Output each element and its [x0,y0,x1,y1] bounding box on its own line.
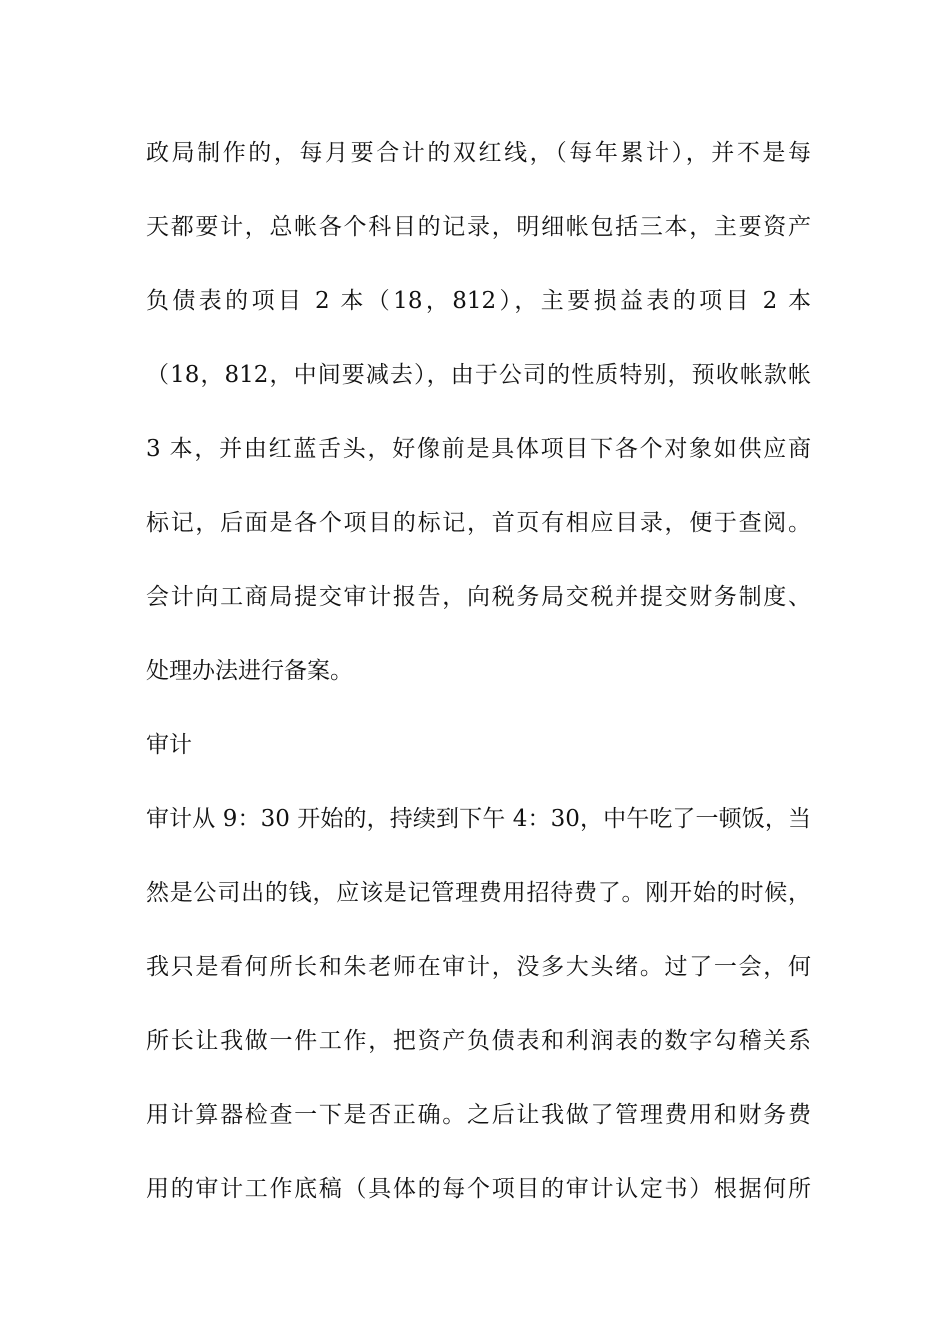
text-line: 政局制作的，每月要合计的双红线，（每年累计），并不是每 [146,140,811,166]
text-line: 我只是看何所长和朱老师在审计，没多大头绪。过了一会，何 [146,954,811,980]
text-line: 审计从 9：30 开始的，持续到下午 4：30，中午吃了一顿饭，当 [146,806,811,832]
text-line: （18，812，中间要减去），由于公司的性质特别，预收帐款帐 [146,362,811,388]
text-line: 标记，后面是各个项目的标记，首页有相应目录，便于查阅。 [146,510,811,536]
text-line: 然是公司出的钱，应该是记管理费用招待费了。刚开始的时候， [146,880,811,906]
text-line: 会计向工商局提交审计报告，向税务局交税并提交财务制度、 [146,584,811,610]
text-line: 3 本，并由红蓝舌头，好像前是具体项目下各个对象如供应商 [146,436,811,462]
text-line: 天都要计，总帐各个科目的记录，明细帐包括三本，主要资产 [146,214,811,240]
text-line: 负债表的项目 2 本（18，812），主要损益表的项目 2 本 [146,288,811,314]
text-line: 所长让我做一件工作，把资产负债表和利润表的数字勾稽关系 [146,1028,811,1054]
text-line: 用计算器检查一下是否正确。之后让我做了管理费用和财务费 [146,1102,811,1128]
text-line: 用的审计工作底稿（具体的每个项目的审计认定书）根据何所 [146,1176,811,1202]
section-heading: 审计 [146,732,192,758]
text-line-last: 处理办法进行备案。 [146,658,353,684]
